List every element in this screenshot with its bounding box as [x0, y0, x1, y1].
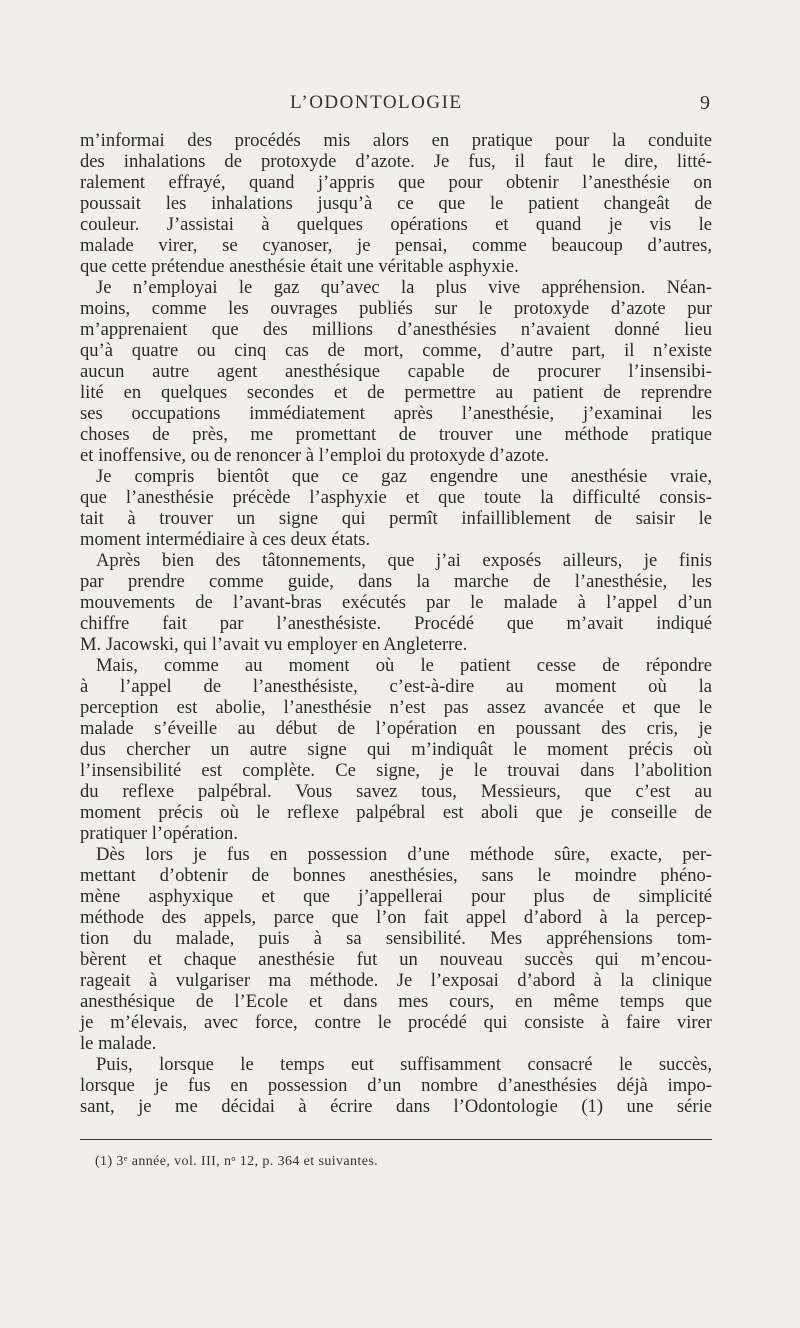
text-line: tait à trouver un signe qui permît infailliblement de saisir le	[80, 508, 712, 529]
footnote: (1) 3ᵉ année, vol. III, nᵒ 12, p. 364 et suivantes.	[95, 1154, 379, 1169]
text-line: lité en quelques secondes et de permettre au patient de reprendre	[80, 382, 712, 403]
text-line: Après bien des tâtonnements, que j’ai exposés ailleurs, je finis	[96, 550, 712, 571]
text-line: perception est abolie, l’anesthésie n’est pas assez avancée et que le	[80, 697, 712, 718]
text-line: poussait les inhalations jusqu’à ce que le patient changeât de	[80, 193, 712, 214]
text-line: que l’anesthésie précède l’asphyxie et que toute la difficulté consis-	[80, 487, 712, 508]
text-line: M. Jacowski, qui l’avait vu employer en Angleterre.	[80, 634, 468, 655]
text-line: malade s’éveille au début de l’opération en poussant des cris, je	[80, 718, 712, 739]
text-line: à l’appel de l’anesthésiste, c’est-à-dire au moment où la	[80, 676, 712, 697]
text-line: méthode des appels, parce que l’on fait appel d’abord à la percep-	[80, 907, 712, 928]
text-line: Je n’employai le gaz qu’avec la plus vive appréhension. Néan-	[96, 277, 712, 298]
text-line: tion du malade, puis à sa sensibilité. Mes appréhensions tom-	[80, 928, 712, 949]
text-line: mouvements de l’avant-bras exécutés par le malade à l’appel d’un	[80, 592, 712, 613]
text-line: je m’élevais, avec force, contre le procédé qui consiste à faire virer	[80, 1012, 712, 1033]
text-line: mène asphyxique et que j’appellerai pour plus de simplicité	[80, 886, 712, 907]
text-line: Puis, lorsque le temps eut suffisamment consacré le succès,	[96, 1054, 712, 1075]
text-line: malade virer, se cyanoser, je pensai, comme beaucoup d’autres,	[80, 235, 712, 256]
text-line: m’informai des procédés mis alors en pratique pour la conduite	[80, 130, 712, 151]
text-line: chiffre fait par l’anesthésiste. Procédé que m’avait indiqué	[80, 613, 712, 634]
text-line: mettant d’obtenir de bonnes anesthésies, sans le moindre phéno-	[80, 865, 712, 886]
text-line: sant, je me décidai à écrire dans l’Odontologie (1) une série	[80, 1096, 712, 1117]
text-line: des inhalations de protoxyde d’azote. Je fus, il faut le dire, litté-	[80, 151, 712, 172]
text-line: du reflexe palpébral. Vous savez tous, Messieurs, que c’est au	[80, 781, 712, 802]
text-line: m’apprenaient que des millions d’anesthésies n’avaient donné lieu	[80, 319, 712, 340]
text-line: ralement effrayé, quand j’appris que pour obtenir l’anesthésie on	[80, 172, 712, 193]
text-line: rageait à vulgariser ma méthode. Je l’exposai d’abord à la clinique	[80, 970, 712, 991]
footnote-divider	[80, 1139, 712, 1140]
text-line: l’insensibilité est complète. Ce signe, je le trouvai dans l’abolition	[80, 760, 712, 781]
body-text	[80, 130, 712, 1117]
text-line: Je compris bientôt que ce gaz engendre une anesthésie vraie,	[96, 466, 712, 487]
text-line: le malade.	[80, 1033, 157, 1054]
text-line: qu’à quatre ou cinq cas de mort, comme, d’autre part, il n’existe	[80, 340, 712, 361]
text-line: pratiquer l’opération.	[80, 823, 238, 844]
text-line: que cette prétendue anesthésie était une véritable asphyxie.	[80, 256, 519, 277]
text-line: Mais, comme au moment où le patient cesse de répondre	[96, 655, 712, 676]
text-line: par prendre comme guide, dans la marche de l’anesthésie, les	[80, 571, 712, 592]
text-line: dus chercher un autre signe qui m’indiquât le moment précis où	[80, 739, 712, 760]
text-line: moment précis où le reflexe palpébral est aboli que je conseille de	[80, 802, 712, 823]
text-line: Dès lors je fus en possession d’une méthode sûre, exacte, per-	[96, 844, 712, 865]
text-line: moins, comme les ouvrages publiés sur le protoxyde d’azote pur	[80, 298, 712, 319]
text-line: moment intermédiaire à ces deux états.	[80, 529, 371, 550]
text-line: choses de près, me promettant de trouver une méthode pratique	[80, 424, 712, 445]
page-number: 9	[700, 92, 710, 114]
running-title: L’ODONTOLOGIE	[290, 92, 463, 113]
text-line: aucun autre agent anesthésique capable de procurer l’insensibi-	[80, 361, 712, 382]
text-line: lorsque je fus en possession d’un nombre d’anesthésies déjà impo-	[80, 1075, 712, 1096]
text-line: ses occupations immédiatement après l’anesthésie, j’examinai les	[80, 403, 712, 424]
text-line: couleur. J’assistai à quelques opérations et quand je vis le	[80, 214, 712, 235]
text-line: et inoffensive, ou de renoncer à l’emploi du protoxyde d’azote.	[80, 445, 549, 466]
text-line: anesthésique de l’Ecole et dans mes cours, en même temps que	[80, 991, 712, 1012]
text-line: bèrent et chaque anesthésie fut un nouveau succès qui m’encou-	[80, 949, 712, 970]
